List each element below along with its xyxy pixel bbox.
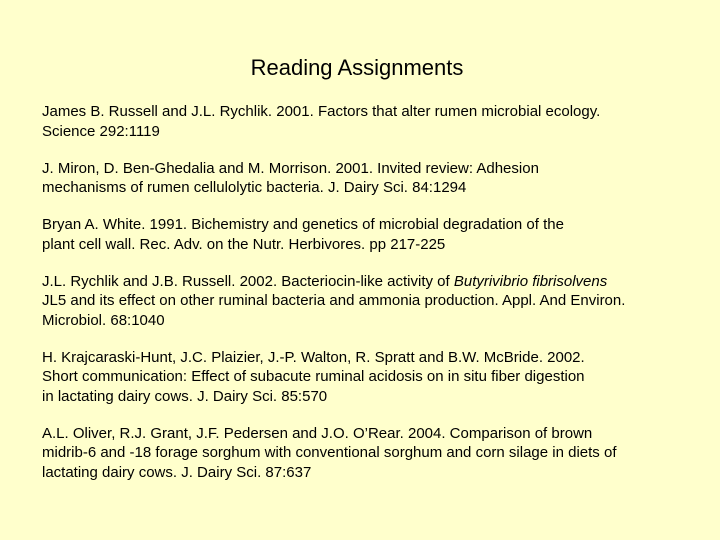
species-name: Butyrivibrio fibrisolvens xyxy=(453,272,608,290)
reference-line: midrib-6 and -18 forage sorghum with conventional sorghum and corn silage in diets of xyxy=(42,444,617,461)
reference-line xyxy=(42,272,625,292)
reference-line: H. Krajcaraski-Hunt, J.C. Plaizier, J.-P. Walton, R. Spratt and B.W. McBride. 2002. xyxy=(42,348,585,366)
reference-line: plant cell wall. Rec. Adv. on the Nutr. Herbivores. pp 217-225 xyxy=(42,235,446,253)
reference-line: Short communication: Effect of subacute ruminal acidosis on in situ fiber digestion xyxy=(42,368,585,385)
reference-item xyxy=(42,102,625,141)
reference-line: A.L. Oliver, R.J. Grant, J.F. Pedersen and J.O. O’Rear. 2004. Comparison of brown xyxy=(42,424,593,442)
page-title xyxy=(0,55,720,81)
reference-line: Microbiol. 68:1040 xyxy=(42,311,165,329)
reference-line: lactating dairy cows. J. Dairy Sci. 87:637 xyxy=(42,463,312,481)
reference-line: Bryan A. White. 1991. Bichemistry and genetics of microbial degradation of the xyxy=(42,216,564,233)
title-text: Reading Assignments xyxy=(250,55,464,80)
reference-item xyxy=(42,159,625,198)
reference-list xyxy=(42,102,625,500)
reference-line: in lactating dairy cows. J. Dairy Sci. 85:570 xyxy=(42,387,328,405)
reference-line: Science 292:1119 xyxy=(42,122,160,140)
reference-line: J. Miron, D. Ben-Ghedalia and M. Morrison. 2001. Invited review: Adhesion xyxy=(42,159,539,177)
reference-item xyxy=(42,215,625,254)
reference-item xyxy=(42,348,625,407)
reference-line: James B. Russell and J.L. Rychlik. 2001. Factors that alter rumen microbial ecology. xyxy=(42,103,601,120)
reference-text: J.L. Rychlik and J.B. Russell. 2002. Bacteriocin-like activity of xyxy=(42,272,454,290)
reference-line: JL5 and its effect on other ruminal bacteria and ammonia production. Appl. And Environ. xyxy=(42,292,626,309)
reference-line: mechanisms of rumen cellulolytic bacteria. J. Dairy Sci. 84:1294 xyxy=(42,179,467,196)
reference-item xyxy=(42,272,625,331)
reference-item xyxy=(42,424,625,483)
